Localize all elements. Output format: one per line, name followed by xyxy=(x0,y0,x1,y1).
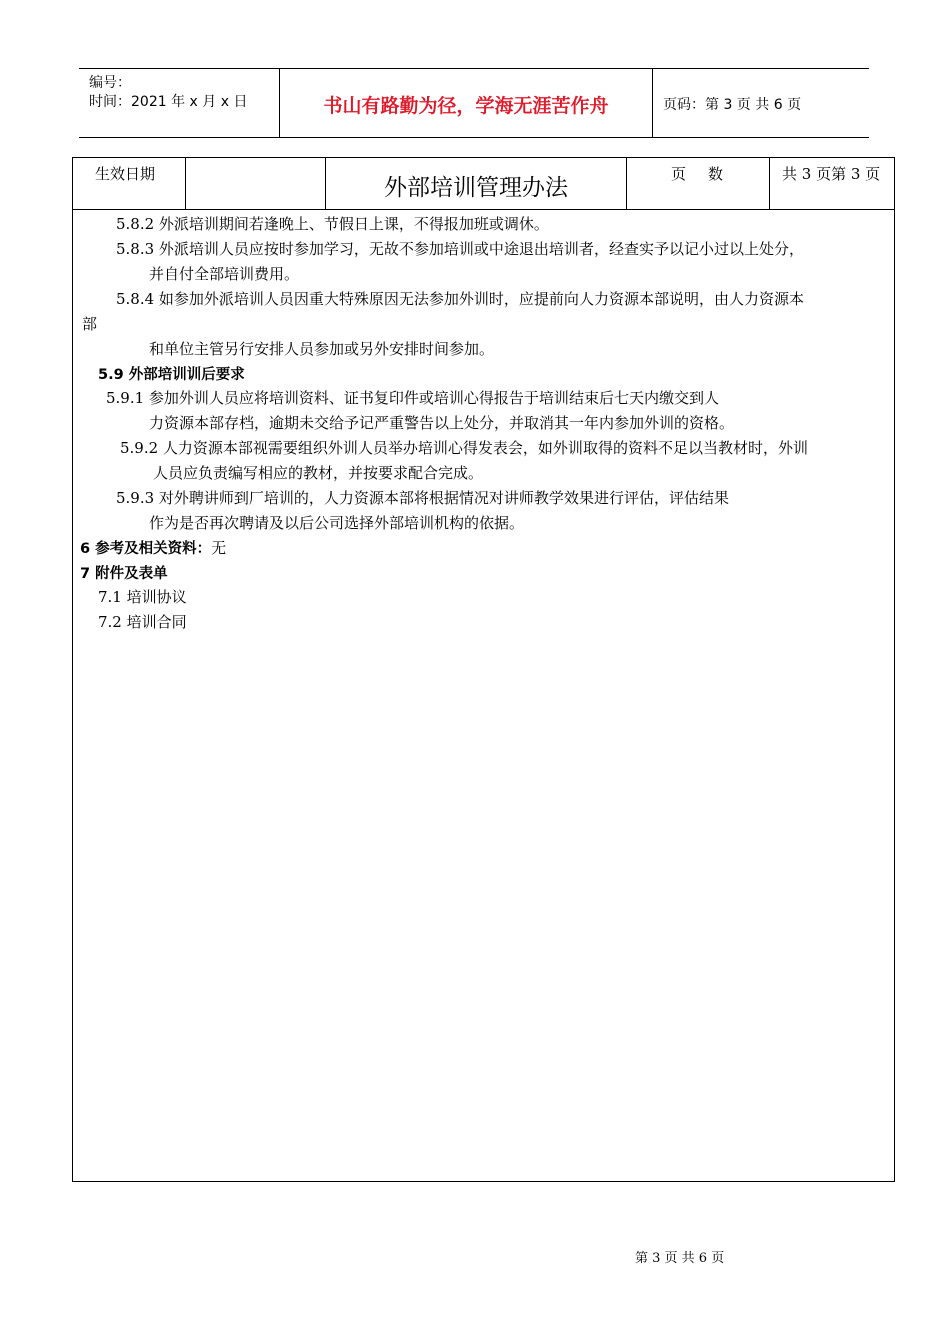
title-row xyxy=(73,158,894,210)
header-info-cell xyxy=(79,69,280,137)
motto: 书山有路勤为径，学海无涯苦作舟 xyxy=(323,95,609,117)
document-frame xyxy=(72,157,895,1182)
clause-5-9-1-cont: 力资源本部存档，逾期未交给予记严重警告以上处分，并取消其一年内参加外训的资格。 xyxy=(149,414,735,432)
effective-date-label: 生效日期 xyxy=(95,165,156,183)
time-label: 时间：2021 年 x 月 x 日 xyxy=(89,94,248,110)
clause-5-9-2: 5.9.2 人力资源本部视需要组织外训人员举办培训心得发表会，如外训取得的资料不足以当教材时，外训 xyxy=(120,439,808,457)
clause-5-9-2-cont: 人员应负责编写相应的教材，并按要求配合完成。 xyxy=(153,464,484,482)
clause-5-8-2: 5.8.2 外派培训期间若逢晚上、节假日上课，不得报加班或调休。 xyxy=(116,215,549,233)
attachment-7-1: 7.1 培训协议 xyxy=(98,588,187,606)
page-footer: 第 3 页 共 6 页 xyxy=(635,1251,725,1266)
clause-5-9-3: 5.9.3 对外聘讲师到厂培训的，人力资源本部将根据情况对讲师教学效果进行评估，评估结果 xyxy=(116,489,729,507)
page-number-label: 页码：第 3 页 共 6 页 xyxy=(663,97,802,113)
section-5-9-heading: 5.9 外部培训训后要求 xyxy=(98,367,245,383)
clause-5-8-4-wrap: 部 xyxy=(82,315,98,333)
attachment-7-2: 7.2 培训合同 xyxy=(98,613,187,631)
section-6-value: 无 xyxy=(211,539,227,557)
document-title: 外部培训管理办法 xyxy=(384,175,568,201)
pages-label: 页数 xyxy=(671,165,746,183)
section-6-label: 6 参考及相关资料： xyxy=(80,541,212,557)
number-label: 编号： xyxy=(89,75,131,91)
clause-5-8-3-cont: 并自付全部培训费用。 xyxy=(149,265,300,283)
effective-date-value-cell xyxy=(186,158,326,209)
pages-value-cell xyxy=(770,158,894,209)
section-6-heading xyxy=(80,537,226,558)
clause-5-8-3: 5.8.3 外派培训人员应按时参加学习，无故不参加培训或中途退出培训者，经查实予以记小过以上处分， xyxy=(116,240,804,258)
header-motto-cell xyxy=(280,69,653,137)
pages-label-cell xyxy=(627,158,770,209)
document-header xyxy=(79,68,869,138)
effective-date-label-cell xyxy=(73,158,186,209)
header-page-cell xyxy=(653,69,869,137)
pages-value: 共 3 页第 3 页 xyxy=(782,165,881,183)
clause-5-9-3-cont: 作为是否再次聘请及以后公司选择外部培训机构的依据。 xyxy=(149,514,525,532)
clause-5-9-1: 5.9.1 参加外训人员应将培训资料、证书复印件或培训心得报告于培训结束后七天内缴交到人 xyxy=(106,389,719,407)
section-7-heading: 7 附件及表单 xyxy=(80,566,168,582)
clause-5-8-4-cont: 和单位主管另行安排人员参加或另外安排时间参加。 xyxy=(149,340,495,358)
title-cell xyxy=(326,158,627,209)
clause-5-8-4: 5.8.4 如参加外派培训人员因重大特殊原因无法参加外训时，应提前向人力资源本部说明，由人力资源本 xyxy=(116,290,804,308)
